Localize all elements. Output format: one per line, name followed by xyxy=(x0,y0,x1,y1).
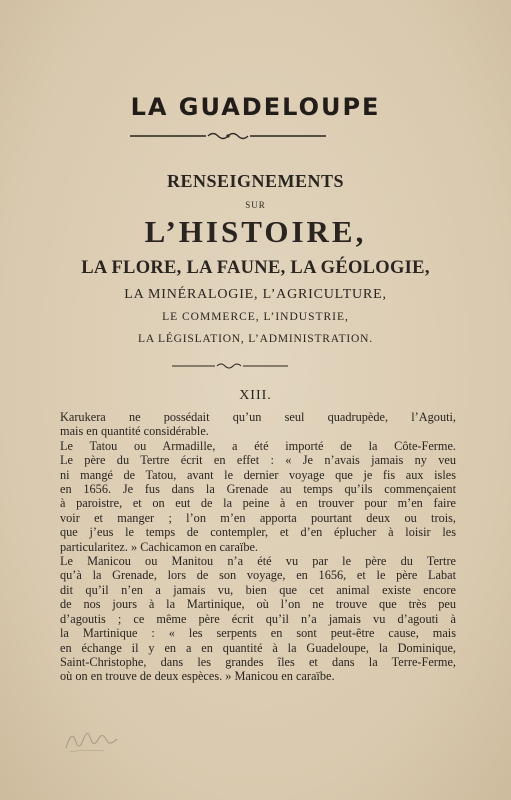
text-line: que j’eus le temps de contempler, et d’en éplucher à loisir les xyxy=(60,525,456,540)
main-heading: L’HISTOIRE, xyxy=(144,214,367,249)
title-ornament xyxy=(128,131,328,141)
text-line: ni mangé de Tatou, avant le dernier voyage que je fis aux isles xyxy=(60,467,456,482)
text-line: dit qu’il n’en a jamais vu, bien que cet animal existe encore xyxy=(60,582,456,597)
text-line: la Martinique : « les serpents en sont peut-être cause, mais xyxy=(60,626,456,641)
subtitle: RENSEIGNEMENTS xyxy=(166,171,345,191)
text-line: en échange il y en a en quantité à la Guadeloupe, la Dominique, xyxy=(60,640,456,655)
heading-line-5: LE COMMERCE, L’INDUSTRIE, xyxy=(162,311,349,323)
heading-line-6: LA LÉGISLATION, L’ADMINISTRATION. xyxy=(138,333,373,345)
text-line: en 1656. Je fus dans la Grenade au temps qu’ils commençaient xyxy=(60,482,456,497)
connector-word: SUR xyxy=(245,200,266,210)
text-line: à paroistre, et on eut de la peine à en trouver pour m’en faire xyxy=(60,496,456,511)
text-line: Le père du Tertre écrit en effet : « Je n’avais jamais ny veu xyxy=(60,453,456,468)
handwritten-signature xyxy=(62,718,122,758)
text-line: Le Tatou ou Armadille, a été importé de la Côte-Ferme. xyxy=(60,438,456,453)
text-line: qu’à la Grenade, lors de son voyage, en 1656, et le père Labat xyxy=(60,568,456,583)
chapter-number: XIII. xyxy=(239,388,272,403)
text-line: où on en trouve de deux espèces. » Manicou en caraïbe. xyxy=(60,669,335,684)
text-line: particularitez. » Cachicamon en caraïbe. xyxy=(60,539,259,554)
heading-line-4: LA MINÉRALOGIE, L’AGRICULTURE, xyxy=(124,287,387,302)
text-line: mais en quantité considérable. xyxy=(60,424,209,439)
text-line: Le Manicou ou Manitou n’a été vu par le père du Tertre xyxy=(60,554,456,569)
page-title: LA GUADELOUPE xyxy=(130,93,381,121)
body-text xyxy=(60,410,456,684)
text-line: Saint-Christophe, dans les grandes îles et dans la Terre-Ferme, xyxy=(60,654,456,669)
text-line: voir et manger ; l’on m’en apporta pourtant deux ou trois, xyxy=(60,510,456,525)
heading-line-3: LA FLORE, LA FAUNE, LA GÉOLOGIE, xyxy=(81,258,430,278)
text-line: Karukera ne possédait qu’un seul quadrupède, l’Agouti, xyxy=(60,410,456,424)
section-ornament xyxy=(170,362,290,370)
text-line: d’agoutis ; ce même père écrit qu’il n’a jamais vu d’agouti à xyxy=(60,611,456,626)
text-line: de nos jours à la Martinique, où l’on ne trouve que très peu xyxy=(60,597,456,612)
